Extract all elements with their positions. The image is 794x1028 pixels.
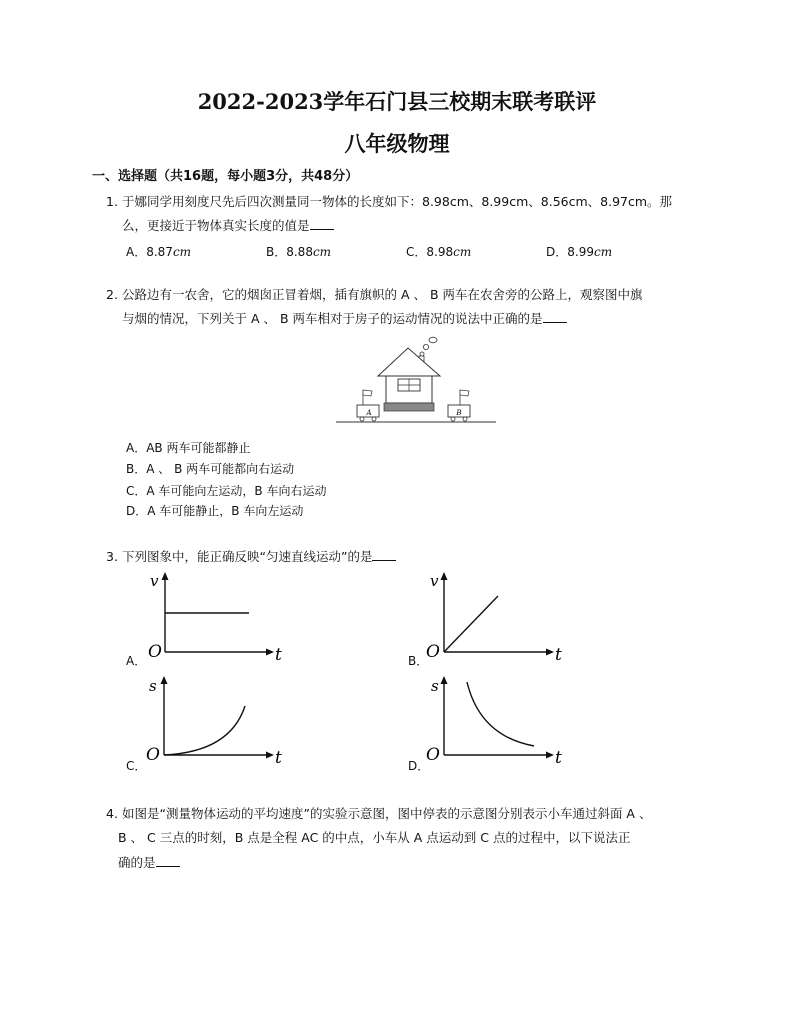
arrowhead <box>266 752 274 759</box>
option-value: 8.88 <box>286 245 313 259</box>
option-value: 8.99 <box>567 245 594 259</box>
option-letter: B． <box>266 245 287 259</box>
option-letter: A． <box>126 441 147 455</box>
option-text: A 车可能静止，B 车向左运动 <box>147 504 304 518</box>
option-value: 8.87 <box>146 245 173 259</box>
arrowhead <box>266 649 274 656</box>
graph-line <box>444 596 498 652</box>
option-text: AB 两车可能都静止 <box>146 441 251 455</box>
origin-label: O <box>146 745 160 765</box>
question-text-line: 下列图象中，能正确反映“匀速直线运动”的是 <box>122 549 373 564</box>
option-b <box>266 243 331 260</box>
option-c <box>406 243 471 260</box>
option-c <box>126 482 326 499</box>
smoke-puff <box>420 352 424 356</box>
question-number: 1. <box>106 194 118 209</box>
question-number: 4. <box>106 806 118 821</box>
graph-a-letter: A． <box>126 654 147 668</box>
arrowhead <box>161 676 168 684</box>
question-text-line-wrap <box>122 546 396 568</box>
origin-label: O <box>426 745 440 765</box>
option-unit: cm <box>172 245 192 259</box>
car-a-label: A <box>366 409 372 417</box>
wheel <box>451 417 455 421</box>
smoke-puff <box>423 344 428 349</box>
question-text-line: 与烟的情况，下列关于 A 、 B 两车相对于房子的运动情况的说法中正确的是 <box>122 311 543 326</box>
question-text-line-wrap <box>122 215 334 237</box>
arrowhead <box>546 649 554 656</box>
option-value: 8.98 <box>426 245 454 259</box>
option-unit: cm <box>593 245 613 259</box>
x-axis-label: t <box>275 748 282 768</box>
graph-c-letter: C． <box>126 759 147 773</box>
question-text-line: 确的是 <box>118 855 156 870</box>
graph-c <box>142 674 292 770</box>
smoke-puff <box>429 337 437 343</box>
y-axis-label: s <box>149 677 157 695</box>
y-axis-label: v <box>150 572 159 590</box>
wheel <box>463 417 467 421</box>
x-axis-label: t <box>555 645 562 665</box>
wheel <box>372 417 376 421</box>
question-number: 3. <box>106 549 118 564</box>
answer-blank <box>310 218 334 230</box>
graph-a <box>142 570 292 666</box>
option-letter: D． <box>126 504 148 518</box>
option-unit: cm <box>453 245 472 259</box>
graph-curve <box>467 682 534 746</box>
question-text-line-wrap <box>118 852 180 874</box>
option-letter: B． <box>126 462 147 476</box>
arrowhead <box>441 572 448 580</box>
x-axis-label: t <box>275 645 282 665</box>
option-letter: D． <box>546 245 568 259</box>
option-letter: C． <box>126 484 147 498</box>
car-b-label: B <box>456 409 462 417</box>
car-a-flag <box>363 390 372 396</box>
option-letter: C． <box>406 245 427 259</box>
house-base <box>384 403 434 411</box>
y-axis-label: s <box>431 677 439 695</box>
answer-blank <box>372 549 396 561</box>
graph-b-letter: B． <box>408 654 429 668</box>
option-unit: cm <box>312 245 332 259</box>
graph-curve <box>164 706 245 755</box>
option-a <box>126 439 250 456</box>
origin-label: O <box>148 642 162 662</box>
x-axis-label: t <box>555 748 562 768</box>
question-text-line: 于娜同学用刻度尺先后四次测量同一物体的长度如下：8.98cm、8.99cm、8.56cm、8.97cm。那 <box>122 194 673 209</box>
question-text-line: 如图是“测量物体运动的平均速度”的实验示意图，图中停表的示意图分别表示小车通过斜面 A 、 <box>122 806 652 821</box>
graph-d <box>424 674 574 770</box>
option-text: A 、 B 两车可能都向右运动 <box>146 462 295 476</box>
page-title: 2022-2023学年石门县三校期末联考联评 <box>197 89 597 114</box>
question-text-line: 么，更接近于物体真实长度的值是 <box>122 218 310 233</box>
graph-b <box>424 570 574 666</box>
wheel <box>360 417 364 421</box>
y-axis-label: v <box>430 572 439 590</box>
arrowhead <box>441 676 448 684</box>
house-cars-figure <box>336 336 496 428</box>
arrowhead <box>546 752 554 759</box>
question-text-line: 公路边有一农舍，它的烟囱正冒着烟，插有旗帜的 A 、 B 两车在农舍旁的公路上，观察图中旗 <box>122 287 643 302</box>
roof <box>378 348 440 376</box>
option-letter: A． <box>126 245 147 259</box>
car-b-flag <box>460 390 469 396</box>
option-d <box>126 502 303 519</box>
section-heading: 一、选择题（共16题，每小题3分，共48分） <box>92 169 359 184</box>
question-number: 2. <box>106 287 118 302</box>
answer-blank <box>156 855 180 867</box>
option-text: A 车可能向左运动，B 车向右运动 <box>146 484 327 498</box>
arrowhead <box>162 572 169 580</box>
answer-blank <box>543 311 567 323</box>
option-b <box>126 460 294 477</box>
question-text-line: B 、 C 三点的时刻，B 点是全程 AC 的中点，小车从 A 点运动到 C 点的过程中，以下说法正 <box>118 830 631 845</box>
option-d <box>546 243 612 260</box>
page-subtitle: 八年级物理 <box>344 131 450 156</box>
option-a <box>126 243 191 260</box>
question-text-line-wrap <box>122 308 567 330</box>
graph-d-letter: D． <box>408 759 430 773</box>
origin-label: O <box>426 642 440 662</box>
